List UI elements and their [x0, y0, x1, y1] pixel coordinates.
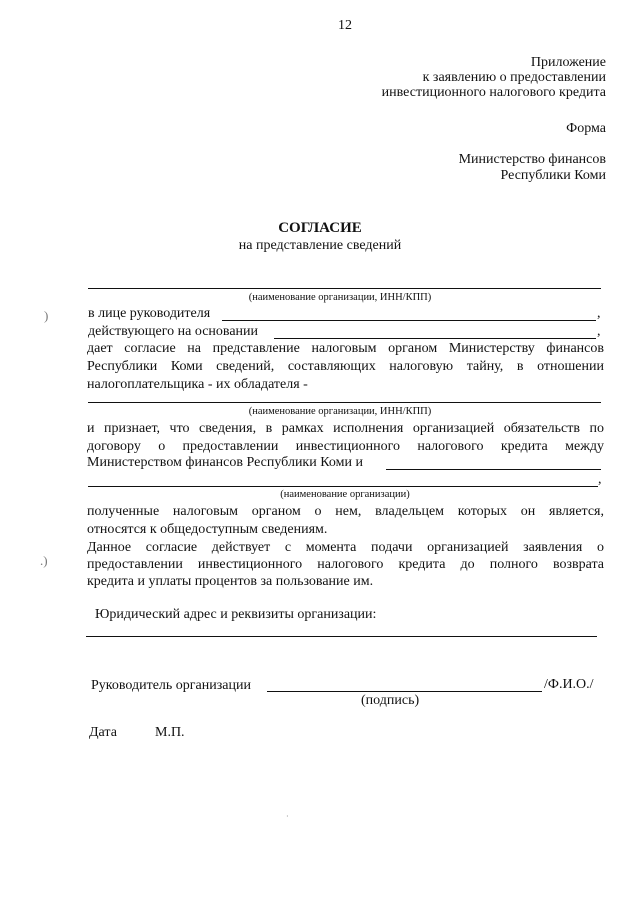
org-name-field-2[interactable] — [88, 486, 598, 487]
counterparty-field[interactable] — [386, 469, 601, 470]
body-line: дает согласие на представление налоговым органом Министерству финансов — [87, 341, 604, 356]
body-line: и признает, что сведения, в рамках исполнения организацией обязательств по — [87, 421, 604, 436]
recipient-line: Республики Коми — [500, 168, 606, 183]
signature-caption: (подпись) — [361, 693, 420, 708]
punch-hole-mark: .) — [40, 553, 48, 568]
body-line: предоставлении инвестиционного налогового кредита до полного возврата — [87, 557, 604, 572]
body-line: договору о предоставлении инвестиционного налогового кредита между — [87, 439, 604, 454]
head-name-field[interactable] — [222, 320, 596, 321]
fio-label: /Ф.И.О./ — [544, 677, 594, 692]
field-caption: (наименование организации, ИНН/КПП) — [248, 406, 432, 417]
comma: , — [597, 324, 601, 339]
body-line: относятся к общедоступным сведениям. — [87, 522, 328, 537]
basis-field[interactable] — [274, 338, 596, 339]
body-line: Республики Коми сведений, составляющих налоговую тайну, в отношении — [87, 359, 604, 374]
body-line: налогоплательщика - их обладателя - — [87, 377, 308, 392]
body-line: полученные налоговым органом о нем, владельцем которых он является, — [87, 504, 604, 519]
body-line: Министерством финансов Республики Коми и — [87, 455, 363, 470]
taxpayer-name-field[interactable] — [88, 402, 601, 403]
head-field-label: в лице руководителя — [88, 306, 211, 321]
punch-hole-mark: ) — [44, 308, 49, 323]
body-line: кредита и уплаты процентов за пользование им. — [87, 574, 374, 589]
recipient-line: Министерство финансов — [458, 152, 606, 167]
page-number: 12 — [338, 18, 352, 33]
address-field[interactable] — [86, 636, 597, 637]
date-label: Дата — [89, 725, 117, 740]
address-label: Юридический адрес и реквизиты организации: — [95, 607, 377, 622]
document-subtitle: на представление сведений — [238, 238, 402, 253]
appendix-ref-line: к заявлению о предоставлении — [422, 70, 606, 85]
field-caption: (наименование организации, ИНН/КПП) — [248, 292, 432, 303]
appendix-ref-line: инвестиционного налогового кредита — [381, 85, 606, 100]
scan-dot: · — [286, 812, 289, 821]
body-line: Данное согласие действует с момента подачи организацией заявления о — [87, 540, 604, 555]
document-title: СОГЛАСИЕ — [278, 220, 362, 236]
appendix-label: Приложение — [530, 55, 606, 70]
form-label: Форма — [566, 121, 606, 136]
comma: , — [598, 472, 602, 487]
stamp-label: М.П. — [155, 725, 185, 740]
field-caption: (наименование организации) — [280, 489, 410, 500]
basis-field-label: действующего на основании — [88, 324, 259, 339]
org-name-field[interactable] — [88, 288, 601, 289]
signature-label: Руководитель организации — [91, 678, 251, 693]
signature-field[interactable] — [267, 691, 542, 692]
comma: , — [597, 306, 601, 321]
